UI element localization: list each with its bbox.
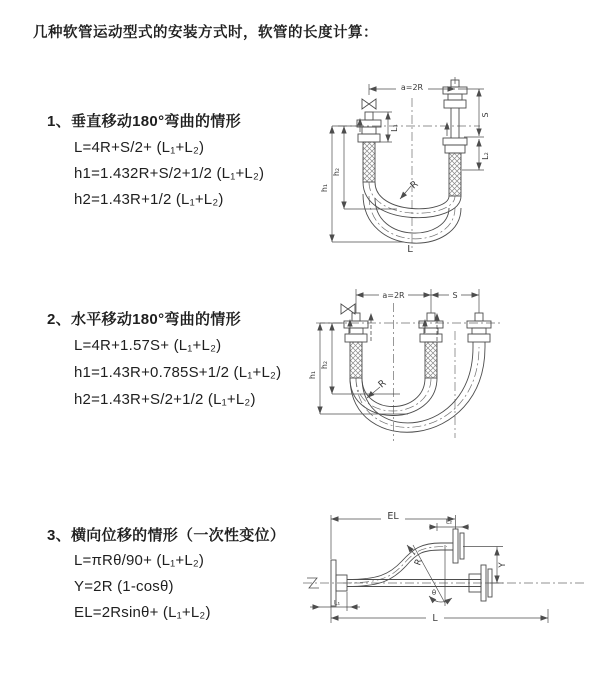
d1-label-l: L <box>407 244 413 255</box>
d1-label-l1: L₁ <box>390 124 399 132</box>
section-1-formula-h2: h2=1.43R+1/2 (L₁+L₂) <box>74 191 224 208</box>
dimension-labels <box>308 290 461 390</box>
section-3-formula-l: L=πRθ/90+ (L₁+L₂) <box>74 552 205 569</box>
page-title: 几种软管运动型式的安装方式时，软管的长度计算： <box>33 25 378 41</box>
d3-label-l2: L₂ <box>445 517 453 526</box>
right-pipe-assembly <box>443 80 467 196</box>
valve-icon <box>362 99 376 109</box>
d3-label-theta: θ <box>431 589 437 597</box>
section-1-heading: 1、垂直移动180°弯曲的情形 <box>47 113 241 130</box>
d3-label-y: Y <box>498 562 508 568</box>
section-3-heading: 3、横向位移的情形（一次性变位） <box>47 527 286 544</box>
d1-label-h2: h₂ <box>332 167 341 177</box>
section-2-formula-h1: h1=1.43R+0.785S+1/2 (L₁+L₂) <box>74 364 282 381</box>
right-pipe-assembly <box>467 313 491 347</box>
top-right-flange <box>441 529 464 563</box>
d3-label-l1: L₁ <box>333 598 341 607</box>
section-1-formula-l: L=4R+S/2+ (L₁+L₂) <box>74 139 205 156</box>
d2-label-s: S <box>452 291 458 300</box>
d1-label-a2r: a=2R <box>400 83 424 92</box>
valve-icon <box>341 304 355 314</box>
section-2-formula-l: L=4R+1.57S+ (L₁+L₂) <box>74 337 222 354</box>
d2-label-r: R <box>376 377 389 391</box>
diagram-vertical-180-bend <box>312 76 592 254</box>
d3-label-el: EL <box>387 511 399 522</box>
dimension-lines <box>310 515 548 623</box>
section-1-formula-h1: h1=1.432R+S/2+1/2 (L₁+L₂) <box>74 165 265 182</box>
diagram-horizontal-180-bend <box>308 283 593 445</box>
diagram-lateral-displacement <box>295 503 595 635</box>
section-3-formula-el: EL=2Rsinθ+ (L₁+L₂) <box>74 604 211 621</box>
hose-curves <box>350 347 485 432</box>
d1-label-s: S <box>481 112 490 118</box>
d1-label-r: R <box>408 178 421 192</box>
d3-label-l: L <box>432 613 438 624</box>
section-2-formula-h2: h2=1.43R+S/2+1/2 (L₁+L₂) <box>74 391 256 408</box>
d2-label-h1: h₁ <box>308 370 317 380</box>
d2-label-a2r: a=2R <box>382 291 405 300</box>
section-3-formula-y: Y=2R (1-cosθ) <box>74 578 174 595</box>
dimension-labels <box>334 510 508 624</box>
section-2-heading: 2、水平移动180°弯曲的情形 <box>47 311 241 328</box>
d2-label-h2: h₂ <box>320 360 329 370</box>
d1-label-l2: L₂ <box>481 152 490 160</box>
d1-label-h1: h₁ <box>320 183 329 193</box>
curved-hose-position <box>347 543 441 587</box>
arrowheads <box>313 516 549 620</box>
d3-label-r: R <box>413 557 425 567</box>
